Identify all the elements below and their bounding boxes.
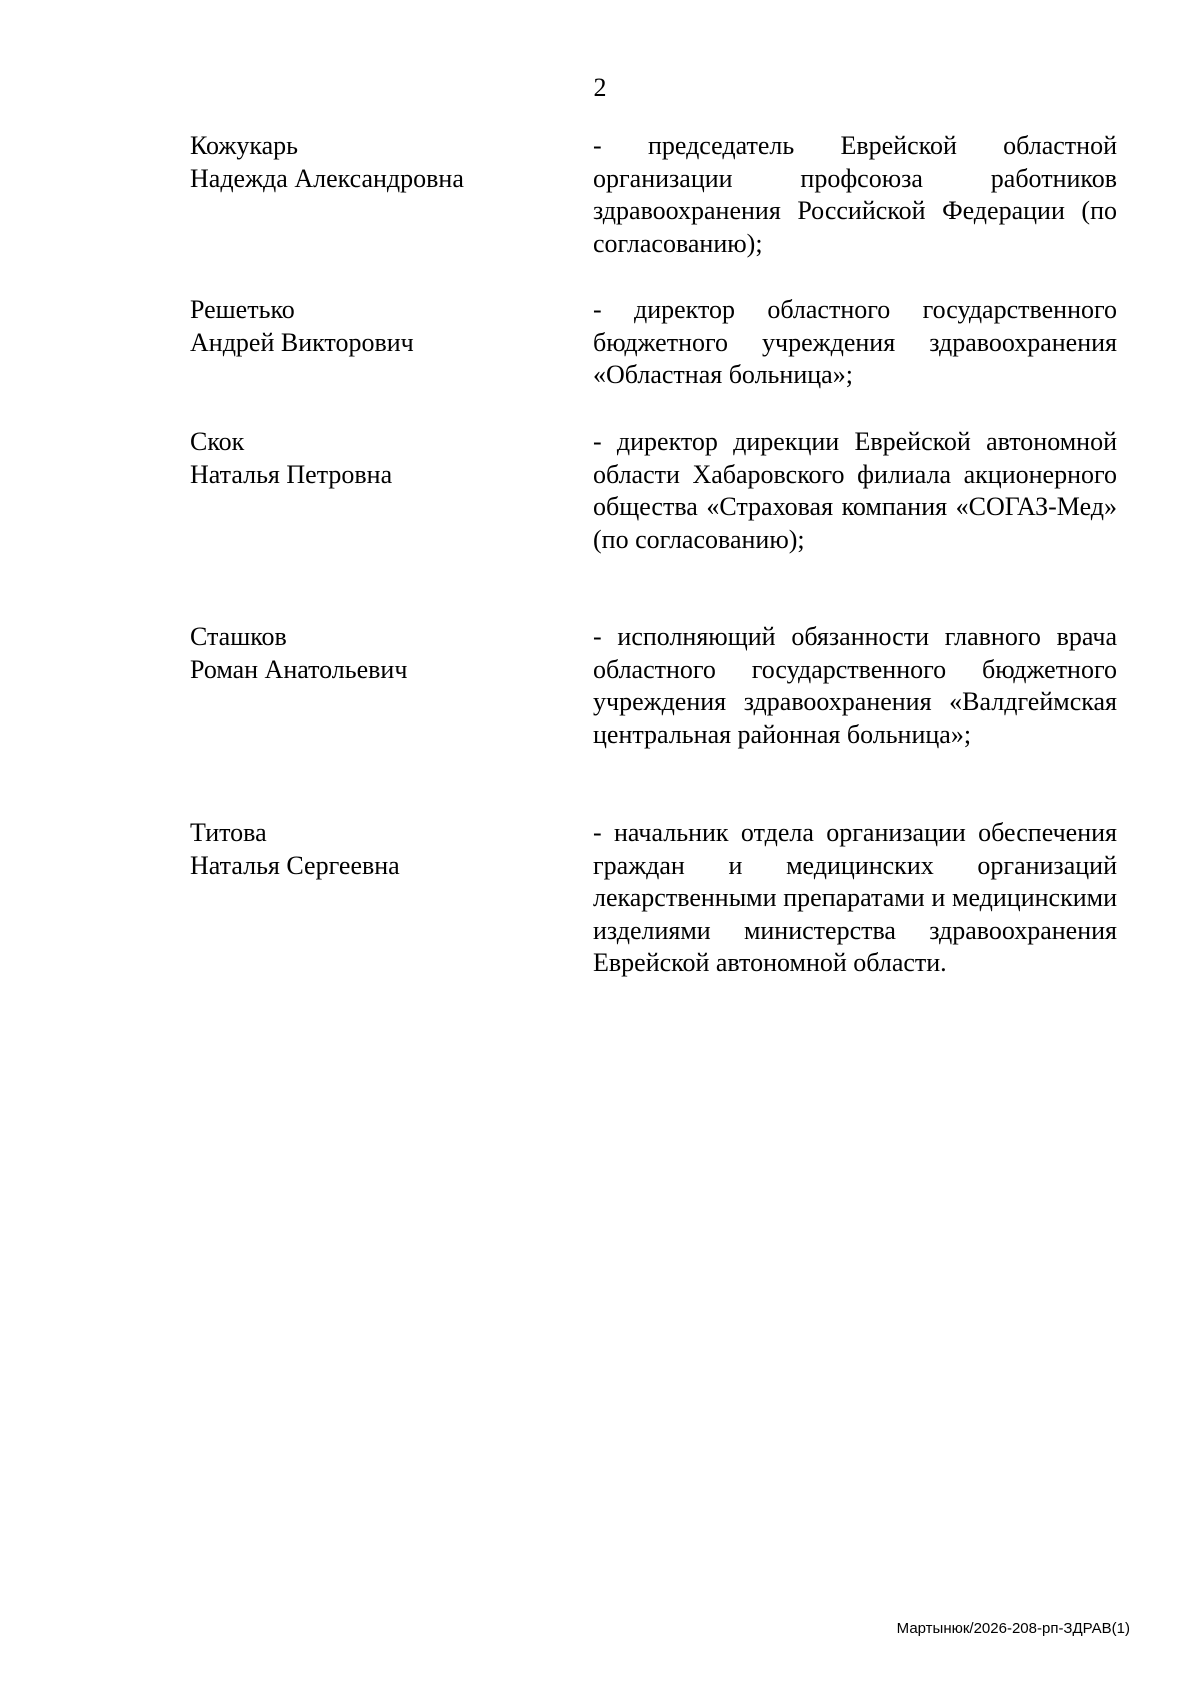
member-given-names: Наталья Сергеевна (190, 850, 400, 880)
member-surname: Сташков (190, 622, 287, 651)
member-given-names: Наталья Петровна (190, 459, 393, 489)
member-name (190, 426, 570, 491)
member-position: - директор дирекции Еврейской автономной области Хабаровского филиала акционерного общества «Страховая компания «СОГАЗ-Мед» (по согласованию); (593, 427, 1117, 554)
member-surname: Решетько (190, 295, 295, 324)
member-name (190, 294, 570, 359)
page-number: 2 (593, 73, 607, 102)
member-surname: Скок (190, 427, 245, 456)
member-position: - директор областного государственного бюджетного учреждения здравоохранения «Областная больница»; (593, 295, 1117, 389)
member-position: - председатель Еврейской областной организации профсоюза работников здравоохранения Российской Федерации (по согласованию); (593, 131, 1117, 258)
member-name (190, 817, 570, 882)
document-footer-code: Мартынюк/2026-208-рп-ЗДРАВ(1) (896, 1620, 1130, 1637)
member-given-names: Андрей Викторович (190, 327, 414, 357)
member-name (190, 621, 570, 686)
member-surname: Кожукарь (190, 131, 298, 160)
member-name (190, 130, 570, 195)
member-position: - исполняющий обязанности главного врача областного государственного бюджетного учреждения здравоохранения «Валдгеймская центральная районная больница»; (593, 622, 1117, 749)
member-surname: Титова (190, 818, 267, 847)
member-given-names: Надежда Александровна (190, 163, 464, 193)
member-position: - начальник отдела организации обеспечения граждан и медицинских организаций лекарственными препаратами и медицинскими изделиями министерства здравоохранения Еврейской автономной области. (593, 818, 1117, 977)
member-given-names: Роман Анатольевич (190, 654, 408, 684)
